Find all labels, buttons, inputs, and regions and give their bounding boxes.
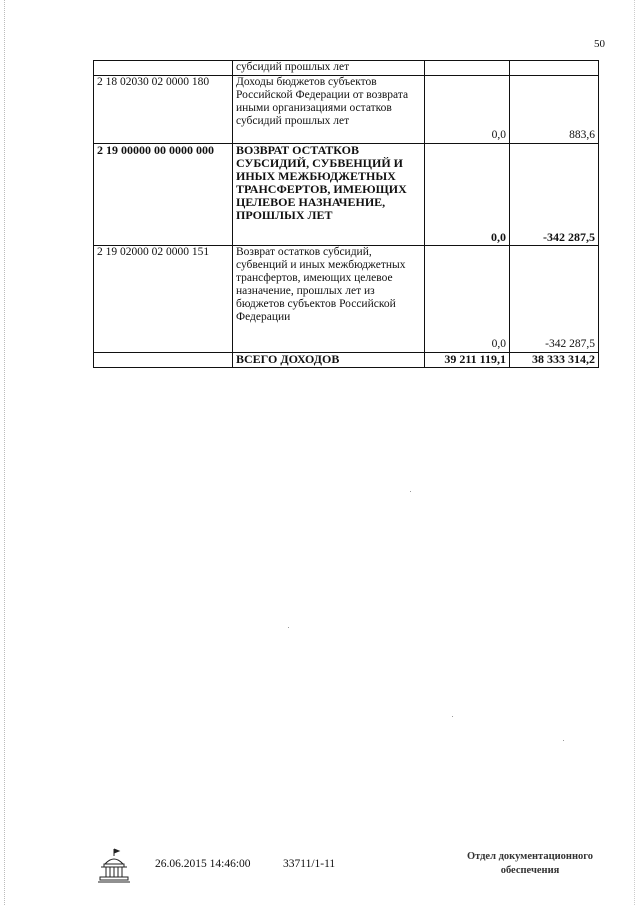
row-name: Возврат остатков субсидий, субвенций и иных межбюджетных трансфертов, имеющих целевое назначение, прошлых лет из бюджетов субъектов Российской Федерации xyxy=(233,246,425,353)
scan-speck xyxy=(410,491,411,492)
row-value-2 xyxy=(510,61,599,76)
row-value-1: 0,0 xyxy=(425,76,510,144)
stamp-line-1: Отдел документационного xyxy=(466,851,594,862)
scan-edge-left xyxy=(4,0,6,905)
scan-edge-right xyxy=(634,0,636,905)
scan-speck xyxy=(288,627,289,628)
table-row xyxy=(94,61,599,76)
table-row-total xyxy=(94,353,599,368)
scan-speck xyxy=(452,716,453,717)
footer-document-number: 33711/1-11 xyxy=(283,858,336,870)
row-code xyxy=(94,61,233,76)
row-name: субсидий прошлых лет xyxy=(233,61,425,76)
table-row xyxy=(94,76,599,144)
row-value-1 xyxy=(425,61,510,76)
parliament-building-emblem-icon xyxy=(97,848,131,884)
row-name: Доходы бюджетов субъектов Российской Федерации от возврата иными организациями остатков субсидий прошлых лет xyxy=(233,76,425,144)
row-value-1: 0,0 xyxy=(425,246,510,353)
row-name: ВСЕГО ДОХОДОВ xyxy=(233,353,425,368)
row-value-1: 39 211 119,1 xyxy=(425,353,510,368)
row-code: 2 19 00000 00 0000 000 xyxy=(94,144,233,246)
footer-datetime: 26.06.2015 14:46:00 xyxy=(155,858,251,870)
row-value-2: 883,6 xyxy=(510,76,599,144)
row-value-2: -342 287,5 xyxy=(510,144,599,246)
department-stamp xyxy=(440,850,620,878)
page-number: 50 xyxy=(594,38,605,50)
row-code xyxy=(94,353,233,368)
table-row xyxy=(94,144,599,246)
row-code: 2 19 02000 02 0000 151 xyxy=(94,246,233,353)
row-name: ВОЗВРАТ ОСТАТКОВ СУБСИДИЙ, СУБВЕНЦИЙ И ИНЫХ МЕЖБЮДЖЕТНЫХ ТРАНСФЕРТОВ, ИМЕЮЩИХ ЦЕЛЕВОЕ НАЗНАЧЕНИЕ, ПРОШЛЫХ ЛЕТ xyxy=(233,144,425,246)
scan-speck xyxy=(563,740,564,741)
stamp-line-2: обеспечения xyxy=(500,865,560,876)
revenue-table xyxy=(93,60,599,368)
row-code: 2 18 02030 02 0000 180 xyxy=(94,76,233,144)
row-value-2: 38 333 314,2 xyxy=(510,353,599,368)
row-value-2: -342 287,5 xyxy=(510,246,599,353)
row-value-1: 0,0 xyxy=(425,144,510,246)
table-row xyxy=(94,246,599,353)
